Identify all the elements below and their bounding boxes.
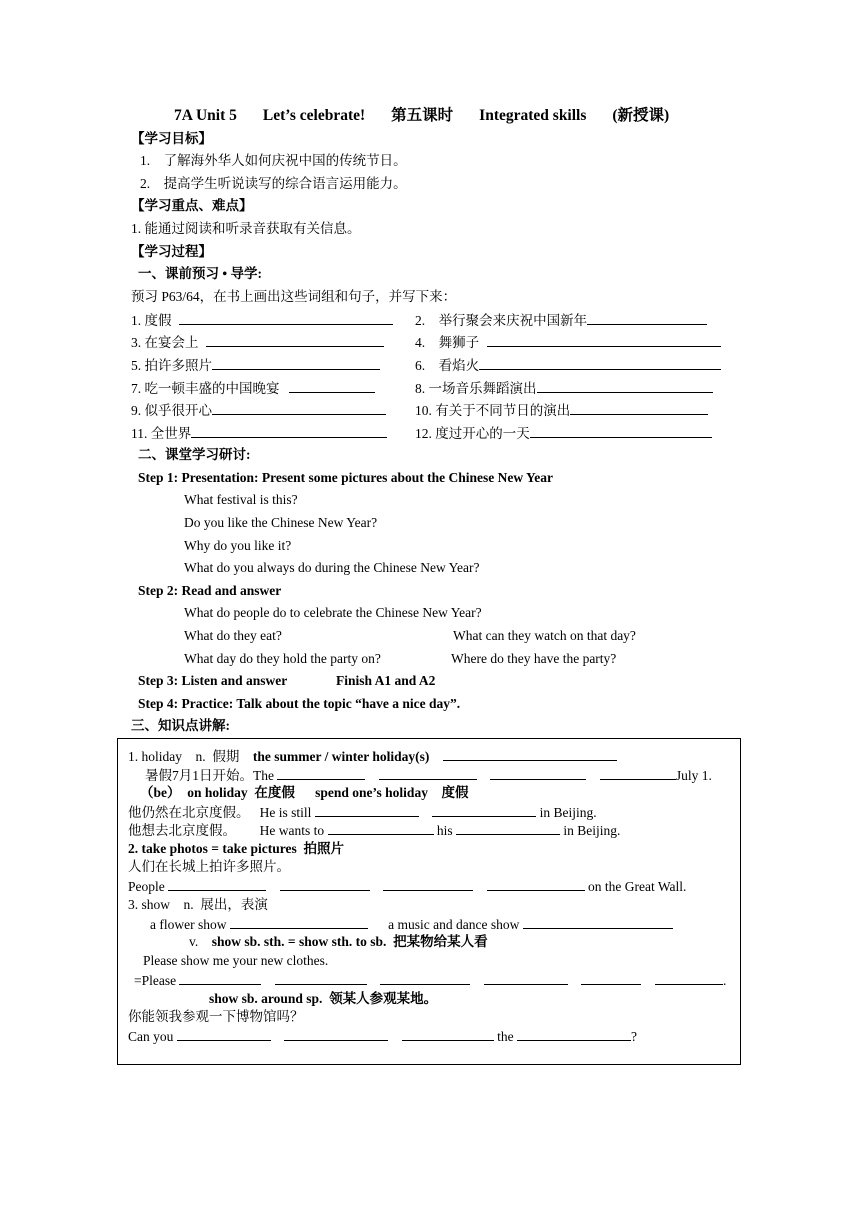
phrase-item: 2. 举行聚会来庆祝中国新年 — [415, 311, 707, 330]
answer-blank[interactable] — [328, 821, 434, 835]
section-3-heading: 三、知识点讲解: — [131, 718, 230, 733]
answer-blank[interactable] — [206, 333, 384, 347]
answer-blank[interactable] — [402, 1027, 494, 1041]
answer-blank[interactable] — [179, 971, 261, 985]
knowledge-line: 他仍然在北京度假。 He is still in Beijing. — [128, 805, 597, 820]
answer-blank[interactable] — [289, 379, 375, 393]
phrase-item: 7. 吃一顿丰盛的中国晚宴 — [131, 379, 375, 398]
knowledge-line: 1. holiday n. 假期 the summer / winter holiday(s) — [128, 747, 617, 766]
answer-blank[interactable] — [177, 1027, 271, 1041]
step-2-question: What day do they hold the party on? — [184, 651, 381, 666]
step-3-extra: Finish A1 and A2 — [336, 673, 436, 688]
phrase-item: 11. 全世界 — [131, 424, 387, 443]
title-skill: Integrated skills — [479, 107, 587, 124]
knowledge-line: 你能领我参观一下博物馆吗？ — [128, 1009, 304, 1024]
phrase-item: 9. 似乎很开心 — [131, 401, 386, 420]
page-title — [174, 107, 669, 125]
step-4-label: Step 4: Practice: Talk about the topic “have a nice day”. — [138, 696, 461, 711]
step-1-question: What do you always do during the Chinese New Year? — [184, 560, 480, 575]
step-1-question: What festival is this? — [184, 492, 298, 507]
answer-blank[interactable] — [523, 915, 673, 929]
answer-blank[interactable] — [432, 803, 536, 817]
answer-blank[interactable] — [277, 766, 365, 780]
answer-blank[interactable] — [490, 766, 586, 780]
knowledge-line: Please show me your new clothes. — [143, 953, 329, 968]
step-2-question: Where do they have the party? — [451, 651, 617, 666]
answer-blank[interactable] — [600, 766, 676, 780]
keypoints-heading: 【学习重点、难点】 — [131, 198, 253, 213]
answer-blank[interactable] — [530, 424, 712, 438]
answer-blank[interactable] — [484, 971, 568, 985]
goal-item: 2. 提高学生听说读写的综合语言运用能力。 — [140, 176, 407, 191]
answer-blank[interactable] — [517, 1027, 631, 1041]
process-heading: 【学习过程】 — [131, 244, 212, 259]
step-2-question: What do people do to celebrate the Chinese New Year? — [184, 605, 482, 620]
answer-blank[interactable] — [212, 401, 386, 415]
knowledge-line: 他想去北京度假。 He wants to his in Beijing. — [128, 823, 621, 838]
answer-blank[interactable] — [280, 877, 370, 891]
section-1-heading: 一、课前预习 • 导学: — [138, 266, 262, 281]
answer-blank[interactable] — [379, 766, 477, 780]
answer-blank[interactable] — [380, 971, 470, 985]
knowledge-line: a flower show a music and dance show — [150, 915, 673, 934]
preview-instruction: 预习 P63/64，在书上画出这些词组和句子，并写下来： — [131, 289, 457, 304]
knowledge-line: （be） on holiday 在度假 spend one’s holiday 度假 — [140, 785, 469, 800]
title-unit: 7A Unit 5 — [174, 107, 237, 124]
answer-blank[interactable] — [383, 877, 473, 891]
title-topic: Let’s celebrate! — [262, 107, 366, 124]
goal-item: 1. 了解海外华人如何庆祝中国的传统节日。 — [140, 153, 407, 168]
answer-blank[interactable] — [487, 333, 721, 347]
goals-heading: 【学习目标】 — [131, 131, 212, 146]
title-lesson: 第五课时 — [391, 107, 454, 124]
step-3-label: Step 3: Listen and answer — [138, 673, 288, 688]
phrase-item: 3. 在宴会上 — [131, 333, 384, 352]
answer-blank[interactable] — [168, 877, 266, 891]
step-2-question: What do they eat? — [184, 628, 282, 643]
step-1-question: Why do you like it? — [184, 538, 292, 553]
knowledge-line: People on the Great Wall. — [128, 879, 687, 894]
answer-blank[interactable] — [179, 311, 393, 325]
phrase-item: 12. 度过开心的一天 — [415, 424, 712, 443]
phrase-item: 4. 舞狮子 — [415, 333, 721, 352]
section-2-heading: 二、课堂学习研讨: — [138, 447, 251, 462]
answer-blank[interactable] — [275, 971, 367, 985]
title-type: (新授课) — [612, 107, 670, 124]
phrase-item: 6. 看焰火 — [415, 356, 721, 375]
step-2-label: Step 2: Read and answer — [138, 583, 282, 598]
answer-blank[interactable] — [581, 971, 641, 985]
phrase-item: 5. 拍许多照片 — [131, 356, 380, 375]
phrase-item: 8. 一场音乐舞蹈演出 — [415, 379, 713, 398]
knowledge-line: 2. take photos = take pictures 拍照片 — [128, 841, 344, 856]
knowledge-line: 3. show n. 展出，表演 — [128, 897, 268, 912]
step-1-label: Step 1: Presentation: Present some pictures about the Chinese New Year — [138, 470, 553, 485]
knowledge-line: 暑假7月1日开始。The July 1. — [145, 768, 712, 783]
phrase-item: 1. 度假 — [131, 311, 393, 330]
knowledge-line: 人们在长城上拍许多照片。 — [128, 859, 290, 874]
answer-blank[interactable] — [230, 915, 368, 929]
answer-blank[interactable] — [191, 424, 387, 438]
knowledge-line: =Please . — [134, 973, 727, 988]
phrase-item: 10. 有关于不同节日的演出 — [415, 401, 708, 420]
answer-blank[interactable] — [315, 803, 419, 817]
answer-blank[interactable] — [212, 356, 380, 370]
answer-blank[interactable] — [655, 971, 723, 985]
step-1-question: Do you like the Chinese New Year? — [184, 515, 378, 530]
answer-blank[interactable] — [570, 401, 708, 415]
step-2-question: What can they watch on that day? — [453, 628, 636, 643]
answer-blank[interactable] — [587, 311, 707, 325]
knowledge-line: Can you the ? — [128, 1029, 637, 1044]
answer-blank[interactable] — [284, 1027, 388, 1041]
answer-blank[interactable] — [479, 356, 721, 370]
answer-blank[interactable] — [537, 379, 713, 393]
knowledge-line: v. show sb. sth. = show sth. to sb. 把某物给某人看 — [189, 934, 488, 949]
answer-blank[interactable] — [443, 747, 617, 761]
answer-blank[interactable] — [456, 821, 560, 835]
knowledge-line: show sb. around sp. 领某人参观某地。 — [209, 991, 438, 1006]
keypoint-item: 1. 能通过阅读和听录音获取有关信息。 — [131, 221, 361, 236]
answer-blank[interactable] — [487, 877, 585, 891]
